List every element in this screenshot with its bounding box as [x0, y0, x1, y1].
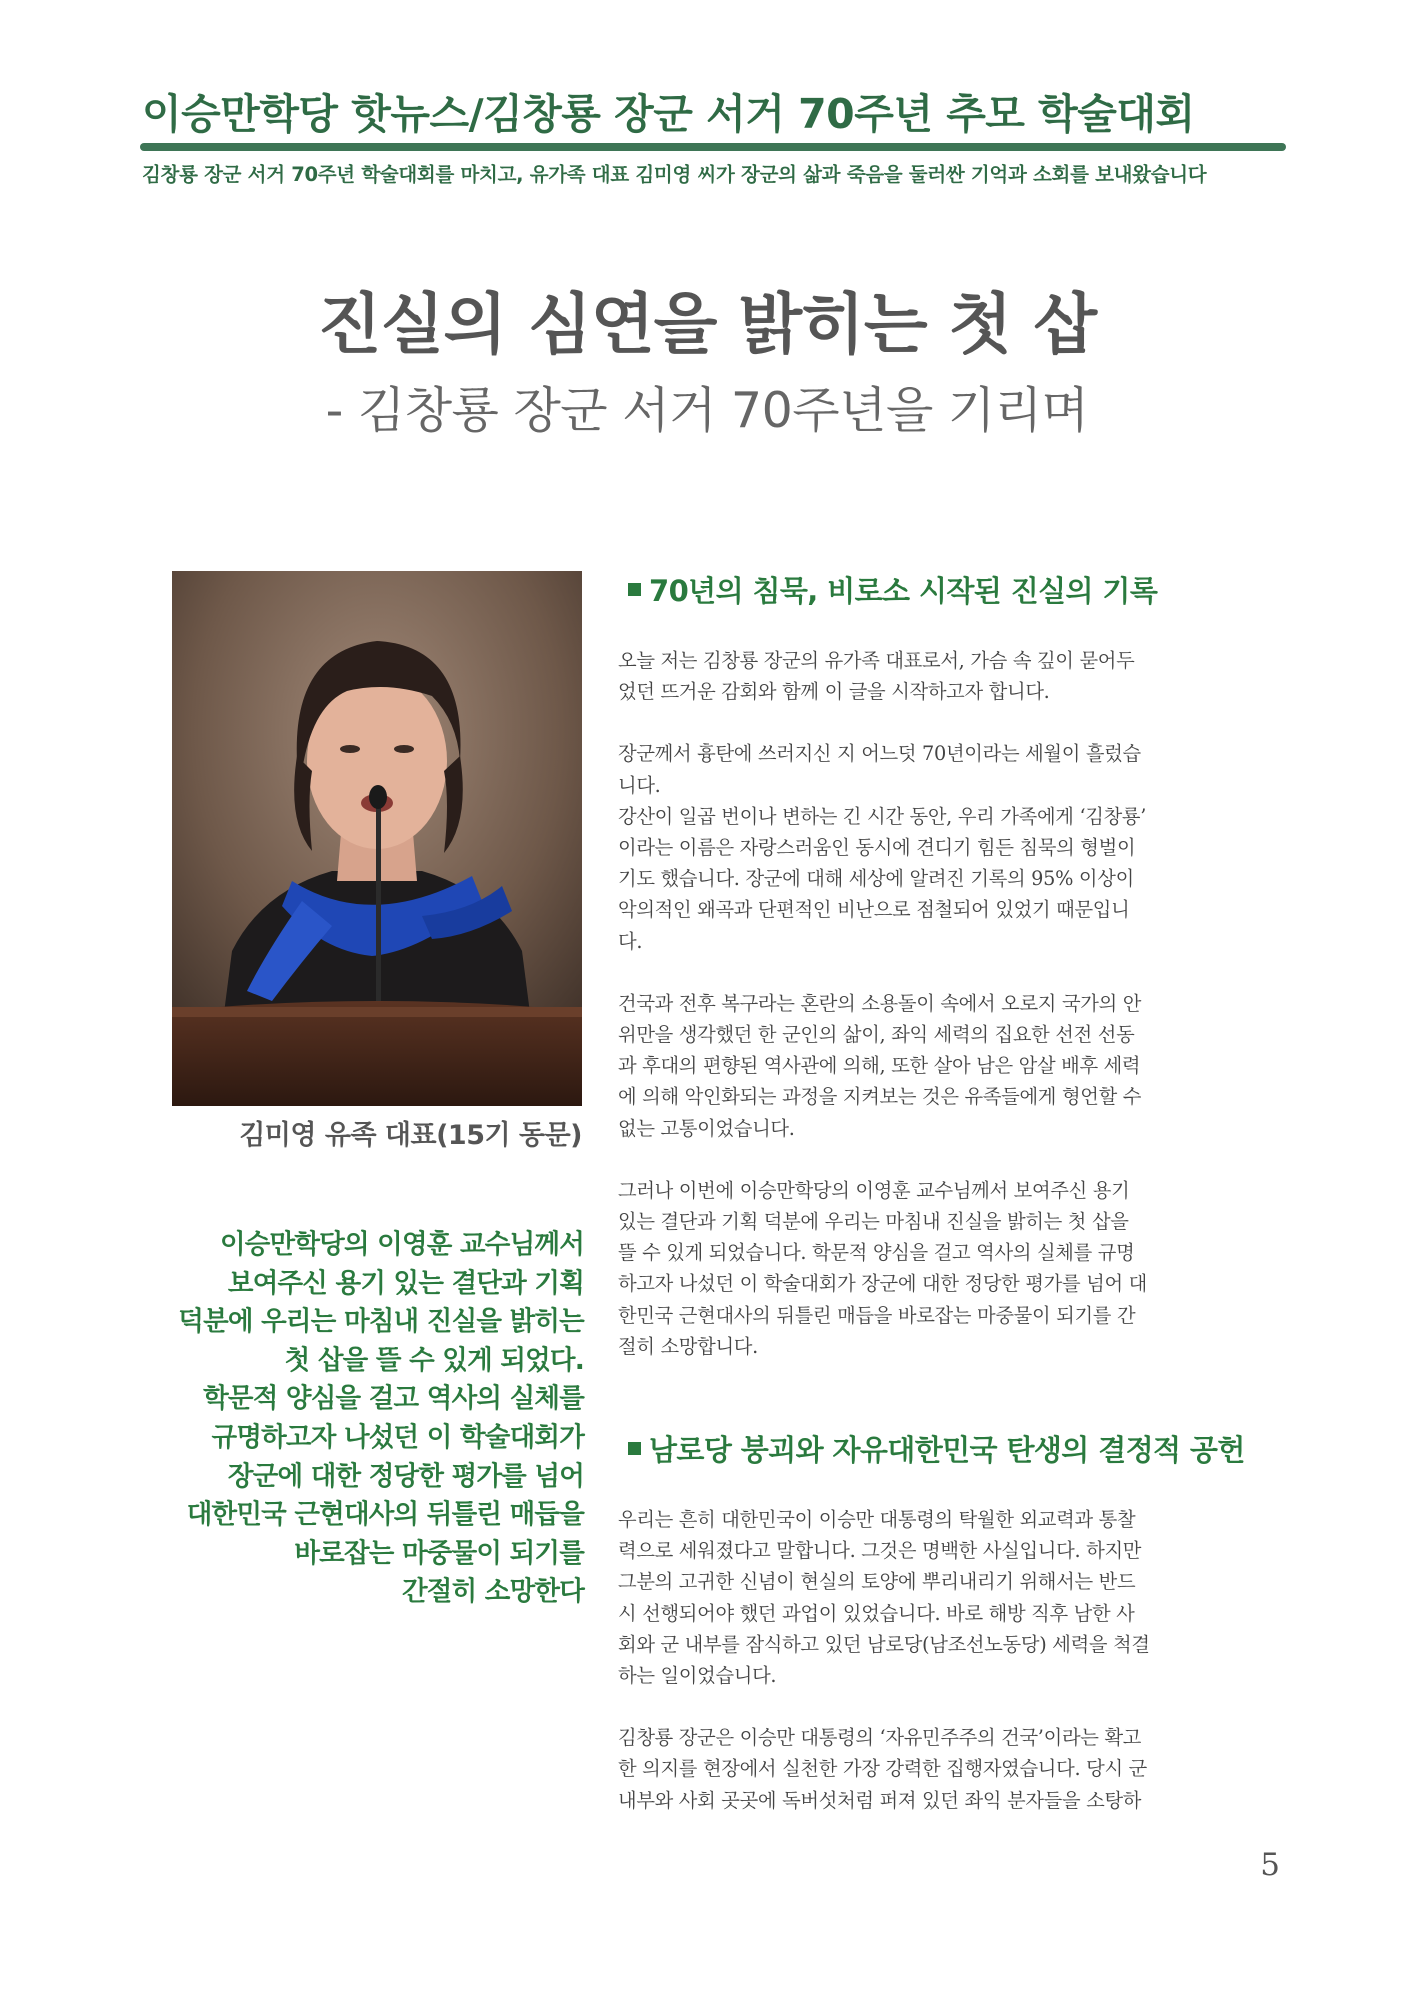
pull-quote-line: 첫 삽을 뜰 수 있게 되었다. [284, 1344, 584, 1376]
text-line: 니다. [618, 773, 661, 797]
text-line: 기도 했습니다. 장군에 대해 세상에 알려진 기록의 95% 이상이 [618, 867, 1134, 891]
section-body [618, 645, 1278, 1393]
pull-quote-line: 이승만학당의 이영훈 교수님께서 [219, 1229, 584, 1260]
header-rule [140, 143, 1286, 151]
text-line: 에 의해 악인화되는 과정을 지켜보는 것은 유족들에게 형언할 수 [618, 1085, 1142, 1109]
pull-quote-line: 바로잡는 마중물이 되기를 [294, 1537, 584, 1569]
text-line: 었던 뜨거운 감회와 함께 이 글을 시작하고자 합니다. [618, 680, 1050, 704]
pull-quote-line: 대한민국 근현대사의 뒤틀린 매듭을 [186, 1499, 584, 1531]
speaker-photo [172, 571, 582, 1106]
page-number: 5 [1260, 1847, 1280, 1883]
text-line: 우리는 흔히 대한민국이 이승만 대통령의 탁월한 외교력과 통찰 [618, 1508, 1136, 1531]
text-line: 과 후대의 편향된 역사관에 의해, 또한 살아 남은 암살 배후 세력 [618, 1054, 1141, 1078]
text-line: 강산이 일곱 번이나 변하는 긴 시간 동안, 우리 가족에게 ‘김창룡’ [618, 804, 1147, 828]
paragraph [618, 1722, 1278, 1816]
paragraph [618, 988, 1278, 1144]
paragraph [618, 645, 1278, 707]
text-line: 하고자 나섰던 이 학술대회가 장군에 대한 정당한 평가를 넘어 대 [618, 1272, 1147, 1296]
square-bullet-icon [628, 583, 641, 596]
text-line: 그분의 고귀한 신념이 현실의 토양에 뿌리내리기 위해서는 반드 [618, 1570, 1136, 1594]
header-title: 이승만학당 핫뉴스/김창룡 장군 서거 70주년 추모 학술대회 [142, 90, 1195, 138]
section-heading [628, 571, 1288, 611]
text-line: 회와 군 내부를 잠식하고 있던 남로당(남조선노동당) 세력을 척결 [618, 1632, 1150, 1656]
paragraph [618, 1504, 1278, 1691]
text-line: 뜰 수 있게 되었습니다. 학문적 양심을 걸고 역사의 실체를 규명 [618, 1241, 1135, 1265]
photo-caption: 김미영 유족 대표(15기 동문) [239, 1120, 582, 1151]
square-bullet-icon [628, 1442, 641, 1455]
section-body [618, 1504, 1278, 1847]
text-line: 건국과 전후 복구라는 혼란의 소용돌이 속에서 오로지 국가의 안 [618, 991, 1142, 1015]
text-line: 오늘 저는 김창룡 장군의 유가족 대표로서, 가슴 속 깊이 묻어두 [618, 649, 1135, 672]
text-line: 력으로 세워졌다고 말합니다. 그것은 명백한 사실입니다. 하지만 [618, 1539, 1142, 1563]
pull-quote-line: 보여주신 용기 있는 결단과 기획 [227, 1267, 584, 1299]
pull-quote-line: 간절히 소망한다 [401, 1576, 584, 1608]
text-line: 그러나 이번에 이승만학당의 이영훈 교수님께서 보여주신 용기 [618, 1178, 1130, 1202]
text-line: 이라는 이름은 자랑스러움인 동시에 견디기 힘든 침묵의 형벌이 [618, 836, 1136, 860]
text-line: 위만을 생각했던 한 군인의 삶이, 좌익 세력의 집요한 선전 선동 [618, 1023, 1135, 1047]
article-subtitle: - 김창룡 장군 서거 70주년을 기리며 [325, 382, 1089, 439]
paragraph [618, 738, 1278, 956]
text-line: 내부와 사회 곳곳에 독버섯처럼 퍼져 있던 좌익 분자들을 소탕하 [618, 1788, 1142, 1812]
pull-quote-line: 규명하고자 나섰던 이 학술대회가 [211, 1421, 584, 1453]
paragraph [618, 1175, 1278, 1362]
section-heading [628, 1430, 1288, 1470]
pull-quote [140, 1226, 584, 1612]
text-line: 없는 고통이었습니다. [618, 1116, 795, 1140]
section-heading-text: 남로당 붕괴와 자유대한민국 탄생의 결정적 공헌 [649, 1433, 1245, 1467]
text-line: 한 의지를 현장에서 실천한 가장 강력한 집행자였습니다. 당시 군 [618, 1757, 1147, 1781]
text-line: 절히 소망합니다. [618, 1334, 758, 1358]
text-line: 김창룡 장군은 이승만 대통령의 ‘자유민주주의 건국’이라는 확고 [618, 1726, 1142, 1750]
text-line: 악의적인 왜곡과 단편적인 비난으로 점철되어 있었기 때문입니 [618, 898, 1130, 922]
text-line: 있는 결단과 기획 덕분에 우리는 마침내 진실을 밝히는 첫 삽을 [618, 1210, 1129, 1234]
article-title: 진실의 심연을 밝히는 첫 삽 [317, 286, 1097, 363]
text-line: 하는 일이었습니다. [618, 1664, 777, 1688]
pull-quote-line: 학문적 양심을 걸고 역사의 실체를 [203, 1383, 584, 1415]
pull-quote-line: 덕분에 우리는 마침내 진실을 밝히는 [178, 1306, 584, 1338]
section-heading-text: 70년의 침묵, 비로소 시작된 진실의 기록 [649, 574, 1158, 608]
text-line: 장군께서 흉탄에 쓰러지신 지 어느덧 70년이라는 세월이 흘렀습 [618, 742, 1141, 766]
text-line: 한민국 근현대사의 뒤틀린 매듭을 바로잡는 마중물이 되기를 간 [618, 1303, 1136, 1327]
header-subtitle: 김창룡 장군 서거 70주년 학술대회를 마치고, 유가족 대표 김미영 씨가 장군의 삶과 죽음을 둘러싼 기억과 소회를 보내왔습니다 [142, 163, 1207, 186]
text-line: 시 선행되어야 했던 과업이 있었습니다. 바로 해방 직후 남한 사 [618, 1601, 1135, 1625]
text-line: 다. [618, 929, 643, 953]
pull-quote-line: 장군에 대한 정당한 평가를 넘어 [227, 1460, 584, 1492]
